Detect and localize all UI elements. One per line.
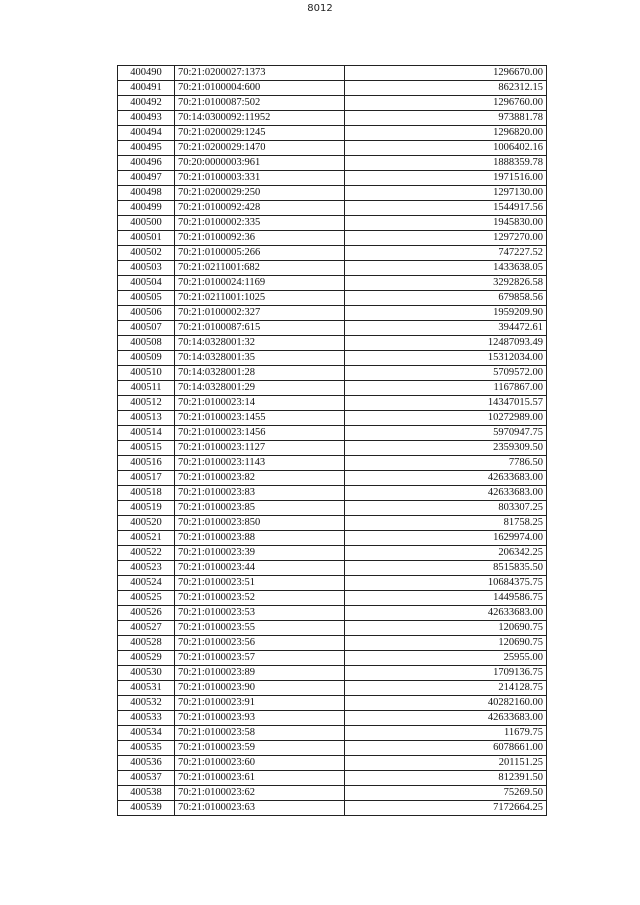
row-number-cell: 400535	[118, 741, 175, 756]
cadastral-value-table	[117, 65, 547, 816]
cadastral-number-cell: 70:21:0100023:1456	[175, 426, 345, 441]
table-row	[118, 636, 547, 651]
row-number-cell: 400505	[118, 291, 175, 306]
cadastral-value-cell: 10272989.00	[345, 411, 547, 426]
cadastral-number-cell: 70:14:0300092:11952	[175, 111, 345, 126]
row-number-cell: 400504	[118, 276, 175, 291]
table-row	[118, 441, 547, 456]
row-number-cell: 400528	[118, 636, 175, 651]
cadastral-number-cell: 70:21:0100023:57	[175, 651, 345, 666]
page-number: 8012	[307, 3, 333, 14]
cadastral-value-cell: 2359309.50	[345, 441, 547, 456]
table-row	[118, 606, 547, 621]
row-number-cell: 400498	[118, 186, 175, 201]
row-number-cell: 400523	[118, 561, 175, 576]
cadastral-value-cell: 1629974.00	[345, 531, 547, 546]
cadastral-value-cell: 8515835.50	[345, 561, 547, 576]
cadastral-value-cell: 679858.56	[345, 291, 547, 306]
cadastral-number-cell: 70:21:0100004:600	[175, 81, 345, 96]
row-number-cell: 400514	[118, 426, 175, 441]
cadastral-value-cell: 1709136.75	[345, 666, 547, 681]
cadastral-value-cell: 3292826.58	[345, 276, 547, 291]
cadastral-number-cell: 70:21:0100002:327	[175, 306, 345, 321]
cadastral-number-cell: 70:21:0100023:61	[175, 771, 345, 786]
row-number-cell: 400506	[118, 306, 175, 321]
table-row	[118, 246, 547, 261]
cadastral-number-cell: 70:21:0100023:63	[175, 801, 345, 816]
cadastral-value-cell: 25955.00	[345, 651, 547, 666]
table-row	[118, 216, 547, 231]
table-row	[118, 756, 547, 771]
row-number-cell: 400521	[118, 531, 175, 546]
cadastral-value-cell: 10684375.75	[345, 576, 547, 591]
table-row	[118, 531, 547, 546]
table-body	[118, 66, 547, 816]
row-number-cell: 400503	[118, 261, 175, 276]
row-number-cell: 400533	[118, 711, 175, 726]
table-row	[118, 96, 547, 111]
table-row	[118, 471, 547, 486]
table-row	[118, 156, 547, 171]
table-row	[118, 456, 547, 471]
cadastral-value-cell: 15312034.00	[345, 351, 547, 366]
row-number-cell: 400509	[118, 351, 175, 366]
cadastral-number-cell: 70:21:0100023:52	[175, 591, 345, 606]
row-number-cell: 400493	[118, 111, 175, 126]
cadastral-number-cell: 70:14:0328001:35	[175, 351, 345, 366]
table-row	[118, 741, 547, 756]
cadastral-number-cell: 70:21:0100023:53	[175, 606, 345, 621]
cadastral-number-cell: 70:14:0328001:28	[175, 366, 345, 381]
cadastral-value-cell: 206342.25	[345, 546, 547, 561]
cadastral-value-cell: 1449586.75	[345, 591, 547, 606]
table-row	[118, 681, 547, 696]
row-number-cell: 400515	[118, 441, 175, 456]
cadastral-number-cell: 70:21:0100023:14	[175, 396, 345, 411]
cadastral-value-cell: 75269.50	[345, 786, 547, 801]
row-number-cell: 400527	[118, 621, 175, 636]
row-number-cell: 400537	[118, 771, 175, 786]
row-number-cell: 400516	[118, 456, 175, 471]
row-number-cell: 400499	[118, 201, 175, 216]
cadastral-value-cell: 1959209.90	[345, 306, 547, 321]
table-row	[118, 201, 547, 216]
cadastral-value-cell: 1971516.00	[345, 171, 547, 186]
row-number-cell: 400502	[118, 246, 175, 261]
row-number-cell: 400512	[118, 396, 175, 411]
row-number-cell: 400510	[118, 366, 175, 381]
row-number-cell: 400501	[118, 231, 175, 246]
cadastral-value-cell: 747227.52	[345, 246, 547, 261]
cadastral-value-cell: 973881.78	[345, 111, 547, 126]
row-number-cell: 400508	[118, 336, 175, 351]
row-number-cell: 400518	[118, 486, 175, 501]
cadastral-value-cell: 7172664.25	[345, 801, 547, 816]
row-number-cell: 400490	[118, 66, 175, 81]
cadastral-number-cell: 70:21:0211001:682	[175, 261, 345, 276]
row-number-cell: 400538	[118, 786, 175, 801]
table-row	[118, 786, 547, 801]
cadastral-value-cell: 11679.75	[345, 726, 547, 741]
cadastral-value-cell: 12487093.49	[345, 336, 547, 351]
cadastral-number-cell: 70:21:0100023:56	[175, 636, 345, 651]
cadastral-value-cell: 1297130.00	[345, 186, 547, 201]
table-row	[118, 501, 547, 516]
cadastral-value-cell: 42633683.00	[345, 711, 547, 726]
table-row	[118, 306, 547, 321]
table-row	[118, 411, 547, 426]
cadastral-value-cell: 42633683.00	[345, 471, 547, 486]
cadastral-number-cell: 70:21:0100023:93	[175, 711, 345, 726]
cadastral-number-cell: 70:21:0100087:502	[175, 96, 345, 111]
row-number-cell: 400536	[118, 756, 175, 771]
cadastral-number-cell: 70:21:0100023:88	[175, 531, 345, 546]
cadastral-value-cell: 1544917.56	[345, 201, 547, 216]
cadastral-number-cell: 70:21:0100024:1169	[175, 276, 345, 291]
cadastral-number-cell: 70:21:0100023:85	[175, 501, 345, 516]
cadastral-value-cell: 214128.75	[345, 681, 547, 696]
table-row	[118, 141, 547, 156]
row-number-cell: 400525	[118, 591, 175, 606]
cadastral-number-cell: 70:20:0000003:961	[175, 156, 345, 171]
table-row	[118, 801, 547, 816]
cadastral-number-cell: 70:21:0100023:1127	[175, 441, 345, 456]
cadastral-value-cell: 1433638.05	[345, 261, 547, 276]
cadastral-value-cell: 40282160.00	[345, 696, 547, 711]
table-row	[118, 171, 547, 186]
table-row	[118, 561, 547, 576]
row-number-cell: 400496	[118, 156, 175, 171]
row-number-cell: 400531	[118, 681, 175, 696]
cadastral-number-cell: 70:21:0100002:335	[175, 216, 345, 231]
cadastral-number-cell: 70:21:0200029:1470	[175, 141, 345, 156]
cadastral-value-cell: 81758.25	[345, 516, 547, 531]
table-row	[118, 711, 547, 726]
cadastral-value-cell: 120690.75	[345, 621, 547, 636]
cadastral-number-cell: 70:21:0200029:250	[175, 186, 345, 201]
row-number-cell: 400495	[118, 141, 175, 156]
cadastral-value-cell: 1006402.16	[345, 141, 547, 156]
cadastral-value-cell: 803307.25	[345, 501, 547, 516]
cadastral-value-cell: 1296760.00	[345, 96, 547, 111]
table-row	[118, 81, 547, 96]
cadastral-value-cell: 14347015.57	[345, 396, 547, 411]
cadastral-number-cell: 70:21:0100092:36	[175, 231, 345, 246]
cadastral-number-cell: 70:21:0100023:60	[175, 756, 345, 771]
cadastral-value-cell: 1167867.00	[345, 381, 547, 396]
table-row	[118, 726, 547, 741]
row-number-cell: 400507	[118, 321, 175, 336]
cadastral-value-cell: 1888359.78	[345, 156, 547, 171]
cadastral-number-cell: 70:21:0100023:89	[175, 666, 345, 681]
cadastral-number-cell: 70:21:0100003:331	[175, 171, 345, 186]
table-row	[118, 261, 547, 276]
table-row	[118, 696, 547, 711]
row-number-cell: 400492	[118, 96, 175, 111]
cadastral-number-cell: 70:21:0100023:55	[175, 621, 345, 636]
cadastral-value-cell: 201151.25	[345, 756, 547, 771]
cadastral-number-cell: 70:21:0100023:1455	[175, 411, 345, 426]
cadastral-number-cell: 70:21:0100087:615	[175, 321, 345, 336]
cadastral-number-cell: 70:21:0100023:90	[175, 681, 345, 696]
cadastral-value-cell: 862312.15	[345, 81, 547, 96]
row-number-cell: 400532	[118, 696, 175, 711]
table-row	[118, 186, 547, 201]
row-number-cell: 400500	[118, 216, 175, 231]
table-row	[118, 771, 547, 786]
row-number-cell: 400526	[118, 606, 175, 621]
row-number-cell: 400513	[118, 411, 175, 426]
cadastral-value-cell: 812391.50	[345, 771, 547, 786]
cadastral-number-cell: 70:21:0100023:58	[175, 726, 345, 741]
cadastral-number-cell: 70:21:0100023:59	[175, 741, 345, 756]
cadastral-number-cell: 70:21:0100023:83	[175, 486, 345, 501]
table-row	[118, 126, 547, 141]
cadastral-value-cell: 1945830.00	[345, 216, 547, 231]
table-row	[118, 276, 547, 291]
cadastral-number-cell: 70:21:0211001:1025	[175, 291, 345, 306]
cadastral-value-cell: 6078661.00	[345, 741, 547, 756]
cadastral-number-cell: 70:21:0100023:44	[175, 561, 345, 576]
cadastral-value-cell: 1296820.00	[345, 126, 547, 141]
cadastral-number-cell: 70:21:0100023:39	[175, 546, 345, 561]
row-number-cell: 400491	[118, 81, 175, 96]
cadastral-number-cell: 70:21:0100023:850	[175, 516, 345, 531]
cadastral-number-cell: 70:21:0200029:1245	[175, 126, 345, 141]
cadastral-value-cell: 1297270.00	[345, 231, 547, 246]
cadastral-value-cell: 42633683.00	[345, 606, 547, 621]
cadastral-value-cell: 1296670.00	[345, 66, 547, 81]
cadastral-value-cell: 5709572.00	[345, 366, 547, 381]
cadastral-value-cell: 5970947.75	[345, 426, 547, 441]
table-row	[118, 291, 547, 306]
cadastral-number-cell: 70:21:0100023:82	[175, 471, 345, 486]
cadastral-number-cell: 70:21:0100023:1143	[175, 456, 345, 471]
table-row	[118, 321, 547, 336]
table-row	[118, 486, 547, 501]
table-row	[118, 621, 547, 636]
cadastral-value-cell: 394472.61	[345, 321, 547, 336]
table-row	[118, 576, 547, 591]
row-number-cell: 400524	[118, 576, 175, 591]
cadastral-number-cell: 70:21:0200027:1373	[175, 66, 345, 81]
cadastral-value-cell: 120690.75	[345, 636, 547, 651]
table-row	[118, 651, 547, 666]
row-number-cell: 400539	[118, 801, 175, 816]
row-number-cell: 400530	[118, 666, 175, 681]
row-number-cell: 400494	[118, 126, 175, 141]
table-row	[118, 231, 547, 246]
table-row	[118, 366, 547, 381]
table-row	[118, 336, 547, 351]
table-row	[118, 426, 547, 441]
row-number-cell: 400520	[118, 516, 175, 531]
cadastral-number-cell: 70:21:0100005:266	[175, 246, 345, 261]
row-number-cell: 400522	[118, 546, 175, 561]
row-number-cell: 400511	[118, 381, 175, 396]
row-number-cell: 400519	[118, 501, 175, 516]
cadastral-value-cell: 42633683.00	[345, 486, 547, 501]
cadastral-number-cell: 70:14:0328001:32	[175, 336, 345, 351]
row-number-cell: 400534	[118, 726, 175, 741]
row-number-cell: 400517	[118, 471, 175, 486]
cadastral-number-cell: 70:21:0100023:91	[175, 696, 345, 711]
cadastral-value-cell: 7786.50	[345, 456, 547, 471]
table-row	[118, 66, 547, 81]
table-row	[118, 351, 547, 366]
table-row	[118, 666, 547, 681]
cadastral-number-cell: 70:21:0100023:51	[175, 576, 345, 591]
table-row	[118, 396, 547, 411]
table-row	[118, 516, 547, 531]
table-row	[118, 111, 547, 126]
row-number-cell: 400497	[118, 171, 175, 186]
cadastral-number-cell: 70:21:0100092:428	[175, 201, 345, 216]
cadastral-number-cell: 70:14:0328001:29	[175, 381, 345, 396]
row-number-cell: 400529	[118, 651, 175, 666]
table-row	[118, 591, 547, 606]
cadastral-number-cell: 70:21:0100023:62	[175, 786, 345, 801]
table-row	[118, 381, 547, 396]
table-row	[118, 546, 547, 561]
